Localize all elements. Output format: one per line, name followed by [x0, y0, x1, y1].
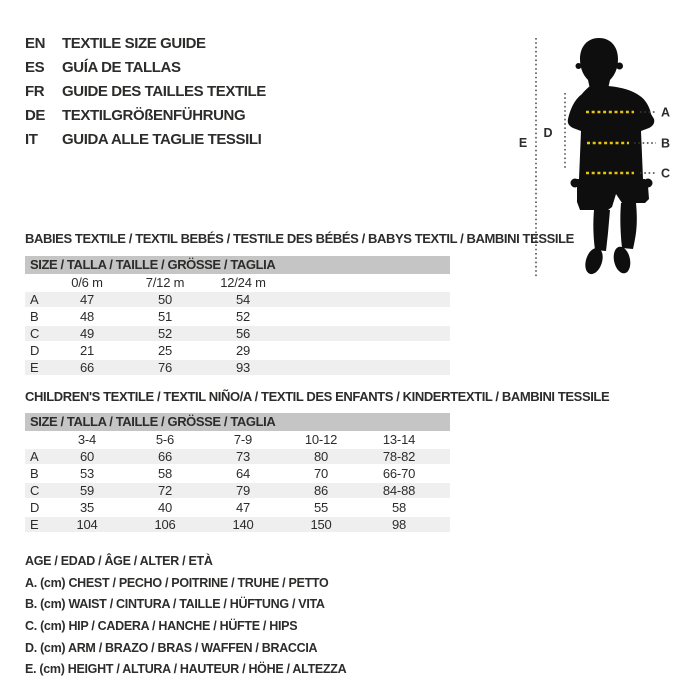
cell: 66: [48, 360, 126, 375]
row-label: E: [25, 360, 48, 375]
language-list: [25, 32, 266, 152]
cell: 59: [48, 483, 126, 498]
chest-label: A: [661, 105, 671, 120]
cell: 47: [48, 292, 126, 307]
legend-line: C. (cm) HIP / CADERA / HANCHE / HÜFTE / HIPS: [25, 619, 298, 634]
cell: 72: [126, 483, 204, 498]
table-row: [25, 449, 450, 464]
table-row: [25, 343, 450, 358]
cell: 76: [126, 360, 204, 375]
table-row: [25, 517, 450, 532]
table-row: [25, 360, 450, 375]
language-row: [25, 104, 266, 128]
children-size-header-bar: SIZE / TALLA / TAILLE / GRÖSSE / TAGLIA: [25, 413, 450, 431]
cell: 29: [235, 343, 251, 358]
hip-label: C: [661, 166, 671, 181]
row-label: E: [25, 517, 48, 532]
babies-section-title: BABIES TEXTILE / TEXTIL BEBÉS / TESTILE DES BÉBÉS / BABYS TEXTIL / BAMBINI TESSILE: [25, 231, 574, 246]
legend-age-line: AGE / EDAD / ÂGE / ALTER / ETÀ: [25, 554, 213, 568]
cell: 35: [79, 500, 95, 515]
cell: 53: [79, 466, 95, 481]
cell: 55: [313, 500, 329, 515]
language-row: [25, 80, 266, 104]
row-label: B: [30, 466, 39, 481]
table-row: [25, 466, 450, 481]
row-label: C: [25, 483, 48, 498]
cell: 25: [157, 343, 173, 358]
cell: 106: [126, 517, 204, 532]
cell: 104: [48, 517, 126, 532]
height-label: E: [518, 136, 528, 150]
column-header: 5-6: [155, 432, 175, 447]
row-label: A: [25, 449, 48, 464]
children-column-header-row: [25, 432, 450, 447]
cell: 84-88: [360, 483, 438, 498]
cell: 150: [282, 517, 360, 532]
column-header: 12/24 m: [220, 275, 266, 290]
column-header: 10-12: [304, 432, 338, 447]
cell: 79: [204, 483, 282, 498]
column-header: 13-14: [382, 432, 416, 447]
table-row: [25, 500, 450, 515]
row-label: B: [30, 309, 39, 324]
cell: 73: [204, 449, 282, 464]
babies-column-header-row: [25, 275, 450, 290]
cell: 50: [126, 292, 204, 307]
language-code: FR: [25, 83, 45, 100]
children-section-title: CHILDREN'S TEXTILE / TEXTIL NIÑO/A / TEXTIL DES ENFANTS / KINDERTEXTIL / BAMBINI TESSILE: [25, 389, 610, 404]
column-header: 3-4: [77, 432, 97, 447]
cell: 66-70: [382, 466, 416, 481]
cell: 86: [282, 483, 360, 498]
cell: 52: [126, 326, 204, 341]
legend-line: D. (cm) ARM / BRAZO / BRAS / WAFFEN / BRACCIA: [25, 640, 318, 655]
language-code: EN: [25, 35, 46, 52]
waist-label: B: [661, 136, 671, 151]
cell: 66: [126, 449, 204, 464]
row-label: C: [25, 326, 48, 341]
cell: 21: [79, 343, 95, 358]
cell: 93: [204, 360, 282, 375]
cell: 58: [157, 466, 173, 481]
language-code: ES: [25, 59, 45, 76]
cell: 64: [235, 466, 251, 481]
babies-size-table: [25, 273, 450, 377]
cell: 70: [313, 466, 329, 481]
column-header: 0/6 m: [71, 275, 103, 290]
cell: 58: [391, 500, 407, 515]
language-code: DE: [25, 107, 46, 124]
legend-line: E. (cm) HEIGHT / ALTURA / HAUTEUR / HÖHE / ALTEZZA: [25, 662, 347, 677]
cell: 51: [157, 309, 173, 324]
language-row: [25, 128, 266, 152]
column-header: 7-9: [233, 432, 253, 447]
language-title: GUÍA DE TALLAS: [62, 59, 181, 76]
cell: 80: [282, 449, 360, 464]
children-size-table: [25, 430, 450, 534]
table-row: [25, 483, 450, 498]
babies-size-header-bar: SIZE / TALLA / TAILLE / GRÖSSE / TAGLIA: [25, 256, 450, 274]
language-title: GUIDA ALLE TAGLIE TESSILI: [62, 131, 262, 148]
arm-label: D: [543, 126, 553, 140]
cell: 60: [48, 449, 126, 464]
language-title: TEXTILE SIZE GUIDE: [62, 35, 206, 52]
column-header: 7/12 m: [145, 275, 185, 290]
cell: 48: [79, 309, 95, 324]
legend-line: A. (cm) CHEST / PECHO / POITRINE / TRUHE / PETTO: [25, 575, 329, 590]
measurement-legend: [25, 551, 346, 681]
row-label: A: [25, 292, 48, 307]
cell: 78-82: [360, 449, 438, 464]
cell: 47: [235, 500, 251, 515]
cell: 140: [204, 517, 282, 532]
cell: 52: [235, 309, 251, 324]
cell: 49: [48, 326, 126, 341]
cell: 56: [204, 326, 282, 341]
row-label: D: [30, 343, 40, 358]
cell: 40: [157, 500, 173, 515]
language-row: [25, 56, 266, 80]
row-label: D: [30, 500, 40, 515]
cell: 54: [204, 292, 282, 307]
legend-line: B. (cm) WAIST / CINTURA / TAILLE / HÜFTUNG / VITA: [25, 597, 325, 612]
language-row: [25, 32, 266, 56]
child-silhouette-icon: [568, 38, 655, 276]
table-row: [25, 292, 450, 307]
cell: 98: [360, 517, 438, 532]
language-title: GUIDE DES TAILLES TEXTILE: [62, 83, 266, 100]
language-code: IT: [25, 131, 38, 148]
table-row: [25, 326, 450, 341]
table-row: [25, 309, 450, 324]
measurement-diagram: [500, 25, 695, 290]
language-title: TEXTILGRÖßENFÜHRUNG: [62, 107, 246, 124]
